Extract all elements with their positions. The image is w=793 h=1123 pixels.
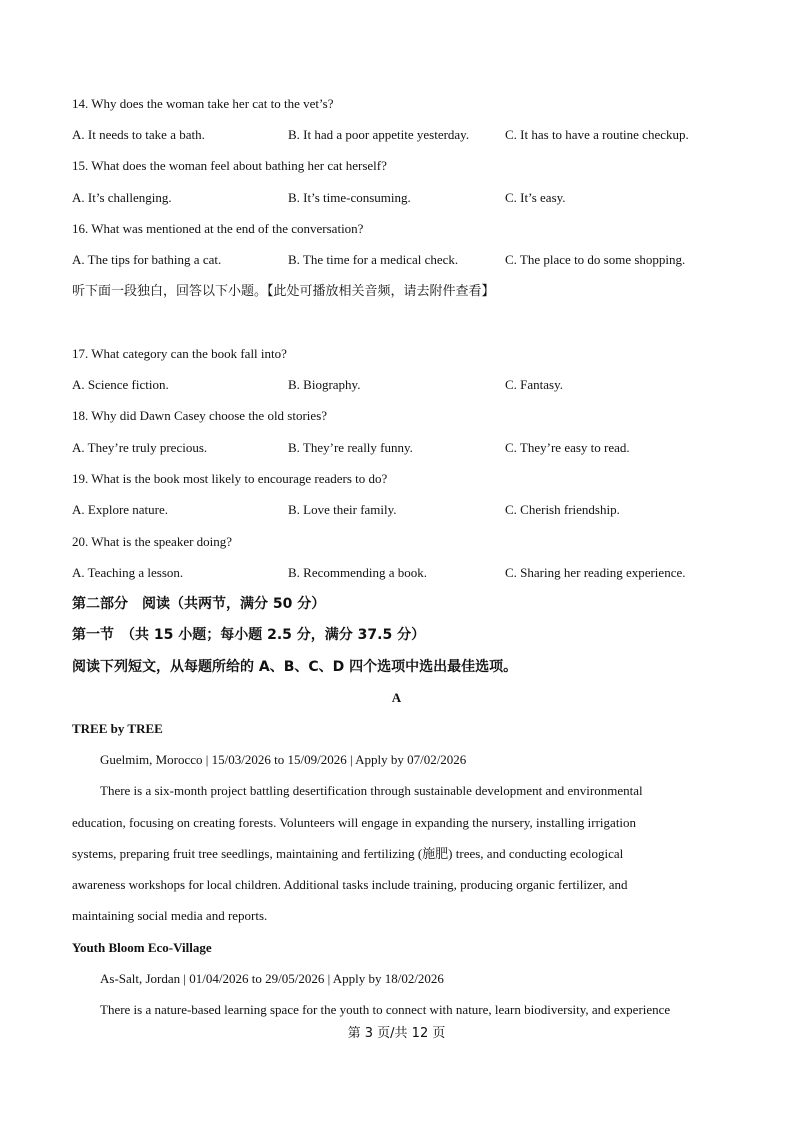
q19-option-b: B. Love their family. (288, 502, 397, 517)
q18-option-a: A. They’re truly precious. (72, 440, 208, 455)
reading-instruction: 阅读下列短文，从每题所给的 A、B、C、D 四个选项中选出最佳选项。 (72, 659, 518, 675)
q16-option-b: B. The time for a medical check. (288, 252, 459, 267)
monologue-instruction: 听下面一段独白，回答以下小题。【此处可播放相关音频，请去附件查看】 (72, 284, 495, 299)
program1-line-5: maintaining social media and reports. (72, 908, 268, 923)
q14-option-c: C. It has to have a routine checkup. (505, 127, 689, 142)
passage-letter: A (391, 690, 402, 705)
program2-meta: As-Salt, Jordan | 01/04/2026 to 29/05/2026 | Apply by 18/02/2026 (100, 971, 444, 986)
program2-line-1: There is a nature-based learning space for the youth to connect with nature, learn biodiversity, and experience (100, 1002, 671, 1017)
part2-title: 第二部分 阅读（共两节，满分 50 分） (72, 596, 326, 612)
question-17: 17. What category can the book fall into? (72, 346, 287, 361)
q20-option-a: A. Teaching a lesson. (72, 565, 184, 580)
q18-option-b: B. They’re really funny. (288, 440, 413, 455)
program1-title: TREE by TREE (72, 721, 163, 736)
program2-title: Youth Bloom Eco-Village (72, 940, 212, 955)
q16-option-c: C. The place to do some shopping. (505, 252, 686, 267)
q15-option-b: B. It’s time-consuming. (288, 190, 411, 205)
program1-line-1: There is a six-month project battling desertification through sustainable development and environmental (100, 783, 643, 798)
question-19: 19. What is the book most likely to encourage readers to do? (72, 471, 388, 486)
q15-option-a: A. It’s challenging. (72, 190, 172, 205)
program1-line-4: awareness workshops for local children. Additional tasks include training, producing organic fertilizer, and (72, 877, 628, 892)
program1-line-3: systems, preparing fruit tree seedlings, maintaining and fertilizing (施肥) trees, and conducting ecological (72, 846, 624, 861)
question-14: 14. Why does the woman take her cat to the vet’s? (72, 96, 334, 111)
program1-meta: Guelmim, Morocco | 15/03/2026 to 15/09/2026 | Apply by 07/02/2026 (100, 752, 467, 767)
q17-option-c: C. Fantasy. (505, 377, 564, 392)
q19-option-c: C. Cherish friendship. (505, 502, 620, 517)
q18-option-c: C. They’re easy to read. (505, 440, 630, 455)
q14-option-a: A. It needs to take a bath. (72, 127, 205, 142)
page-footer: 第 3 页/共 12 页 (347, 1026, 446, 1041)
question-20: 20. What is the speaker doing? (72, 534, 233, 549)
q20-option-b: B. Recommending a book. (288, 565, 428, 580)
q19-option-a: A. Explore nature. (72, 502, 169, 517)
q15-option-c: C. It’s easy. (505, 190, 566, 205)
question-16: 16. What was mentioned at the end of the conversation? (72, 221, 364, 236)
question-18: 18. Why did Dawn Casey choose the old stories? (72, 408, 328, 423)
question-15: 15. What does the woman feel about bathing her cat herself? (72, 158, 387, 173)
q17-option-b: B. Biography. (288, 377, 361, 392)
q17-option-a: A. Science fiction. (72, 377, 169, 392)
section1-title: 第一节 （共 15 小题；每小题 2.5 分，满分 37.5 分） (72, 627, 426, 643)
program1-line-2: education, focusing on creating forests. Volunteers will engage in expanding the nursery, installing irrigation (72, 815, 637, 830)
q14-option-b: B. It had a poor appetite yesterday. (288, 127, 470, 142)
q16-option-a: A. The tips for bathing a cat. (72, 252, 222, 267)
q20-option-c: C. Sharing her reading experience. (505, 565, 686, 580)
